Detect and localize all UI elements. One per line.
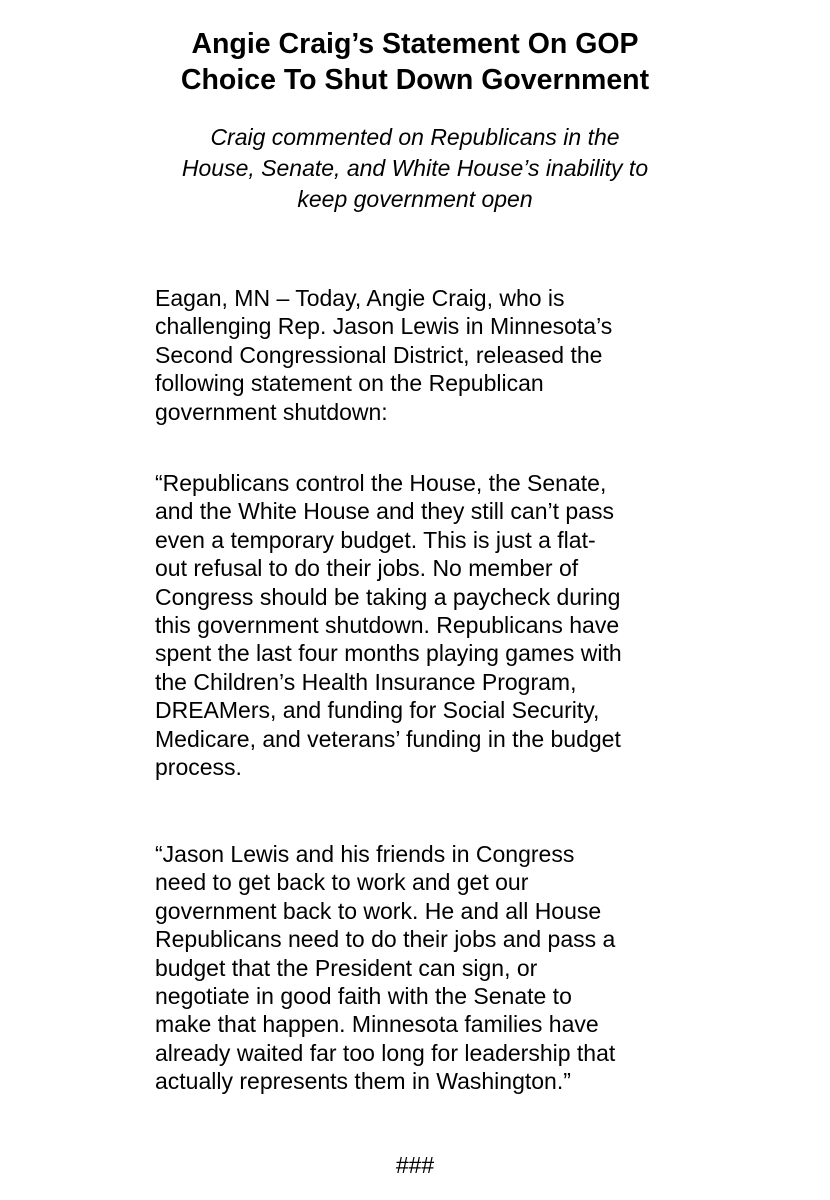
quote-paragraph-1 (155, 469, 715, 781)
text-line: “Republicans control the House, the Senate, (155, 470, 607, 496)
quote-paragraph-2 (155, 840, 715, 1096)
text-line: Republicans need to do their jobs and pass a (155, 926, 616, 953)
text-line: and the White House and they still can’t pass (155, 498, 614, 525)
text-line: this government shutdown. Republicans have (155, 612, 620, 639)
press-release-subtitle (0, 122, 830, 215)
text-line: DREAMers, and funding for Social Security, (155, 697, 600, 724)
text-line: already waited far too long for leadership that (155, 1039, 616, 1066)
subtitle-line: Craig commented on Republicans in the (210, 124, 620, 150)
text-line: Second Congressional District, released the (155, 341, 603, 368)
subtitle-line: keep government open (297, 186, 533, 212)
text-line: Eagan, MN – Today, Angie Craig, who is (155, 285, 565, 311)
text-line: negotiate in good faith with the Senate to (155, 983, 572, 1010)
text-line: budget that the President can sign, or (155, 954, 538, 981)
text-line: process. (155, 754, 242, 781)
title-line: Angie Craig’s Statement On GOP (191, 28, 639, 60)
text-line: need to get back to work and get our (155, 869, 529, 896)
title-line: Choice To Shut Down Government (180, 64, 650, 96)
text-line: “Jason Lewis and his friends in Congress (155, 841, 575, 867)
text-line: make that happen. Minnesota families have (155, 1011, 599, 1038)
dateline-paragraph (155, 284, 715, 426)
text-line: following statement on the Republican (155, 370, 544, 397)
end-of-release-mark: ### (395, 1152, 435, 1178)
text-line: actually represents them in Washington.” (155, 1068, 571, 1095)
text-line: government shutdown: (155, 398, 388, 425)
text-line: government back to work. He and all House (155, 897, 602, 924)
text-line: even a temporary budget. This is just a flat- (155, 526, 596, 553)
text-line: out refusal to do their jobs. No member of (155, 555, 579, 582)
text-line: the Children’s Health Insurance Program, (155, 668, 577, 695)
text-line: Congress should be taking a paycheck during (155, 583, 621, 610)
press-release-title (0, 26, 830, 98)
text-line: Medicare, and veterans’ funding in the budget (155, 725, 621, 752)
subtitle-line: House, Senate, and White House’s inability to (181, 155, 649, 181)
text-line: spent the last four months playing games with (155, 640, 622, 667)
text-line: challenging Rep. Jason Lewis in Minnesota’s (155, 313, 613, 340)
